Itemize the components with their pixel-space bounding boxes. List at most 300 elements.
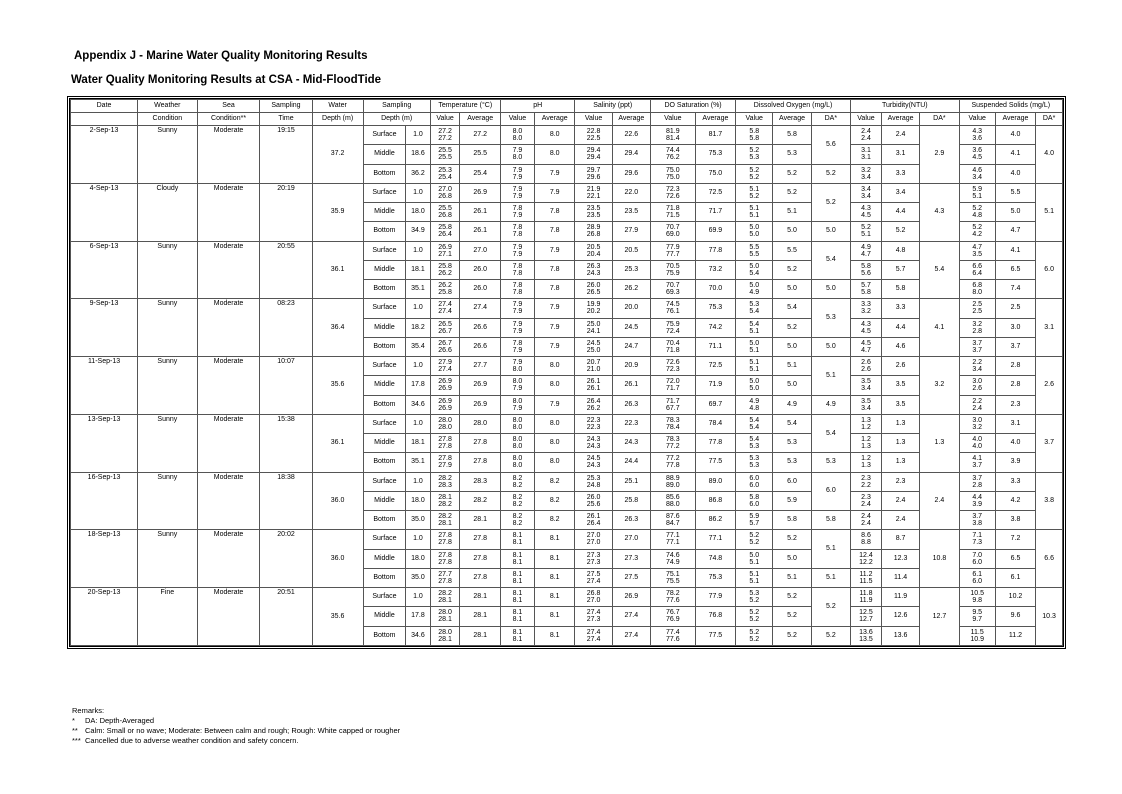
suspended-solids-values-reading: 6.4 (972, 269, 983, 277)
turbidity-average: 4.6 (881, 337, 919, 356)
turbidity-values-reading: 3.2 (861, 166, 871, 174)
salinity-values (575, 588, 612, 607)
suspended-solids-values-reading: 5.2 (972, 224, 983, 232)
ph-values-reading: 8.0 (512, 378, 523, 386)
temperature-average: 26.0 (460, 260, 500, 279)
dissolved-oxygen-average: 5.2 (773, 164, 811, 183)
sea-condition-cell: Moderate (197, 357, 260, 415)
ph-values-reading: 7.9 (512, 250, 523, 258)
turbidity-values (851, 222, 882, 241)
suspended-solids-values-reading: 4.5 (972, 154, 983, 162)
level-cell: Bottom (363, 568, 406, 587)
time-cell: 08:23 (260, 299, 312, 357)
turbidity-average: 12.3 (881, 549, 919, 568)
table-row (71, 357, 1063, 376)
do-saturation-values-reading: 77.2 (666, 455, 680, 463)
sampling-depth-cell: 34.6 (406, 626, 430, 646)
turbidity-average: 4.4 (881, 203, 919, 222)
dissolved-oxygen-values-reading: 5.0 (749, 385, 760, 393)
do-saturation-values (650, 260, 695, 279)
turbidity-da: 4.1 (920, 299, 959, 357)
do-saturation-values (650, 568, 695, 587)
ph-values-reading: 7.9 (512, 385, 523, 393)
suspended-solids-average: 4.0 (995, 164, 1035, 183)
temperature-average: 28.1 (460, 588, 500, 607)
ph-values-reading: 7.8 (512, 282, 523, 290)
dissolved-oxygen-average: 5.2 (773, 183, 811, 202)
time-cell: 19:15 (260, 126, 312, 184)
suspended-solids-values-reading: 2.5 (972, 301, 983, 309)
temperature-values (430, 607, 460, 626)
sampling-depth-cell: 1.0 (406, 530, 430, 549)
turbidity-values (851, 626, 882, 646)
time-cell: 20:51 (260, 588, 312, 646)
temperature-values (430, 222, 460, 241)
turbidity-average: 4.8 (881, 241, 919, 260)
turbidity-values-reading: 2.4 (861, 135, 871, 143)
sampling-depth-cell: 35.4 (406, 337, 430, 356)
salinity-average: 26.3 (612, 511, 650, 530)
dissolved-oxygen-values-reading: 5.2 (749, 532, 760, 540)
ph-values-reading: 8.2 (512, 474, 523, 482)
turbidity-average: 3.3 (881, 164, 919, 183)
do-saturation-average: 89.0 (695, 472, 735, 491)
suspended-solids-da: 6.0 (1036, 241, 1063, 299)
salinity-values (575, 491, 612, 510)
suspended-solids-average: 4.1 (995, 241, 1035, 260)
level-cell: Bottom (363, 222, 406, 241)
suspended-solids-average: 6.5 (995, 549, 1035, 568)
temperature-values-reading: 27.8 (438, 443, 452, 451)
col-date: Date (71, 100, 138, 113)
turbidity-values-reading: 3.4 (861, 185, 871, 193)
time-cell: 20:55 (260, 241, 312, 299)
time-cell: 15:38 (260, 414, 312, 472)
col-date-blank (71, 113, 138, 126)
turbidity-values (851, 318, 882, 337)
salinity-average: 29.4 (612, 145, 650, 164)
salinity-values (575, 183, 612, 202)
turbidity-da: 10.8 (920, 530, 959, 588)
salinity-values-reading: 24.5 (586, 339, 601, 347)
dissolved-oxygen-average: 5.2 (773, 530, 811, 549)
level-cell: Surface (363, 588, 406, 607)
dissolved-oxygen-values (736, 337, 773, 356)
do-saturation-average: 73.2 (695, 260, 735, 279)
suspended-solids-values-reading: 3.7 (972, 346, 983, 354)
ph-values-reading: 8.0 (512, 455, 523, 463)
suspended-solids-average: 3.3 (995, 472, 1035, 491)
ph-average: 7.8 (534, 203, 574, 222)
col-value: Value (500, 113, 534, 126)
do-saturation-values (650, 626, 695, 646)
table-row (71, 241, 1063, 260)
salinity-average: 24.5 (612, 318, 650, 337)
dissolved-oxygen-values-reading: 5.0 (749, 282, 760, 290)
temperature-values-reading: 26.2 (438, 282, 452, 290)
do-saturation-values (650, 241, 695, 260)
ph-values-reading: 7.9 (512, 192, 523, 200)
do-saturation-values-reading: 75.5 (666, 577, 680, 585)
do-saturation-values-reading: 69.3 (666, 289, 680, 297)
dissolved-oxygen-values-reading: 5.3 (749, 590, 760, 598)
ph-values (500, 491, 534, 510)
turbidity-values-reading: 1.3 (861, 462, 871, 470)
salinity-values (575, 626, 612, 646)
salinity-average: 22.3 (612, 414, 650, 433)
weather-cell: Sunny (138, 472, 198, 530)
turbidity-values (851, 491, 882, 510)
do-saturation-values (650, 376, 695, 395)
temperature-average: 27.2 (460, 126, 500, 145)
suspended-solids-values (959, 491, 995, 510)
temperature-average: 28.1 (460, 511, 500, 530)
do-saturation-values (650, 607, 695, 626)
salinity-values (575, 530, 612, 549)
ph-values-reading: 8.0 (512, 423, 523, 431)
do-saturation-values (650, 472, 695, 491)
turbidity-values (851, 357, 882, 376)
ph-average: 7.9 (534, 395, 574, 414)
time-cell: 20:19 (260, 183, 312, 241)
suspended-solids-values-reading: 3.2 (972, 320, 983, 328)
do-saturation-average: 69.9 (695, 222, 735, 241)
turbidity-average: 8.7 (881, 530, 919, 549)
sampling-depth-cell: 36.2 (406, 164, 430, 183)
salinity-average: 26.2 (612, 280, 650, 299)
turbidity-values (851, 280, 882, 299)
temperature-average: 26.6 (460, 318, 500, 337)
level-cell: Surface (363, 299, 406, 318)
do-saturation-values-reading: 77.6 (666, 635, 680, 643)
ph-values-reading: 7.9 (512, 308, 523, 316)
suspended-solids-values-reading: 2.6 (972, 385, 983, 393)
ph-average: 8.1 (534, 626, 574, 646)
suspended-solids-da: 3.7 (1036, 414, 1063, 472)
temperature-average: 26.9 (460, 183, 500, 202)
temperature-values-reading: 28.2 (438, 590, 452, 598)
temperature-values (430, 203, 460, 222)
do-saturation-values-reading: 74.5 (666, 301, 680, 309)
time-cell: 10:07 (260, 357, 312, 415)
temperature-values-reading: 25.8 (438, 289, 452, 297)
ph-values-reading: 8.1 (512, 551, 523, 559)
do-saturation-values-reading: 77.8 (666, 462, 680, 470)
weather-cell: Sunny (138, 126, 198, 184)
dissolved-oxygen-bottom-da: 5.2 (811, 626, 850, 646)
ph-average: 8.0 (534, 434, 574, 453)
ph-values-reading: 7.9 (512, 327, 523, 335)
turbidity-values-reading: 5.7 (861, 282, 871, 290)
ph-values-reading: 7.8 (512, 224, 523, 232)
temperature-average: 27.8 (460, 568, 500, 587)
turbidity-da: 3.2 (920, 357, 959, 415)
suspended-solids-average: 2.8 (995, 376, 1035, 395)
ph-values (500, 395, 534, 414)
turbidity-values (851, 549, 882, 568)
temperature-values (430, 434, 460, 453)
salinity-values-reading: 26.2 (586, 404, 601, 412)
col-value: Value (575, 113, 612, 126)
temperature-values-reading: 27.2 (438, 128, 452, 136)
salinity-average: 26.3 (612, 395, 650, 414)
salinity-values (575, 414, 612, 433)
suspended-solids-values-reading: 2.4 (972, 404, 983, 412)
suspended-solids-values-reading: 3.4 (972, 366, 983, 374)
ph-average: 8.2 (534, 472, 574, 491)
turbidity-values-reading: 5.8 (861, 262, 871, 270)
dissolved-oxygen-bottom-da: 5.2 (811, 164, 850, 183)
sampling-depth-cell: 18.1 (406, 434, 430, 453)
dissolved-oxygen-values (736, 472, 773, 491)
dissolved-oxygen-average: 5.4 (773, 299, 811, 318)
temperature-values (430, 588, 460, 607)
dissolved-oxygen-da: 5.4 (811, 414, 850, 453)
do-saturation-values-reading: 75.0 (666, 173, 680, 181)
salinity-average: 23.5 (612, 203, 650, 222)
temperature-average: 25.4 (460, 164, 500, 183)
dissolved-oxygen-average: 5.0 (773, 280, 811, 299)
salinity-values (575, 318, 612, 337)
table-row (71, 183, 1063, 202)
ph-values-reading: 8.1 (512, 558, 523, 566)
suspended-solids-values (959, 511, 995, 530)
temperature-values (430, 318, 460, 337)
turbidity-values (851, 395, 882, 414)
ph-average: 7.9 (534, 183, 574, 202)
col-dissolved-oxygen: Dissolved Oxygen (mg/L) (736, 100, 851, 113)
do-saturation-average: 77.5 (695, 626, 735, 646)
temperature-values-reading: 27.2 (438, 135, 452, 143)
do-saturation-average: 75.3 (695, 299, 735, 318)
ph-average: 8.0 (534, 126, 574, 145)
dissolved-oxygen-average: 5.1 (773, 357, 811, 376)
remark-item (72, 736, 400, 746)
do-saturation-values-reading: 88.9 (666, 474, 680, 482)
do-saturation-average: 78.4 (695, 414, 735, 433)
salinity-values-reading: 27.0 (586, 539, 601, 547)
dissolved-oxygen-values (736, 414, 773, 433)
suspended-solids-values (959, 318, 995, 337)
temperature-values-reading: 27.7 (438, 570, 452, 578)
do-saturation-average: 86.8 (695, 491, 735, 510)
dissolved-oxygen-values (736, 511, 773, 530)
salinity-values-reading: 24.3 (586, 462, 601, 470)
remark-text: Cancelled due to adverse weather condition and safety concern. (85, 736, 299, 745)
do-saturation-average: 74.8 (695, 549, 735, 568)
ph-values-reading: 8.0 (512, 397, 523, 405)
temperature-values-reading: 27.0 (438, 185, 452, 193)
turbidity-values-reading: 1.2 (861, 436, 871, 444)
level-cell: Bottom (363, 453, 406, 472)
suspended-solids-da: 5.1 (1036, 183, 1063, 241)
temperature-average: 25.5 (460, 145, 500, 164)
suspended-solids-values (959, 241, 995, 260)
dissolved-oxygen-bottom-da: 5.0 (811, 222, 850, 241)
dissolved-oxygen-values-reading: 5.8 (749, 128, 760, 136)
ph-values-reading: 8.0 (512, 436, 523, 444)
do-saturation-values-reading: 85.6 (666, 493, 680, 501)
date-cell: 20-Sep-13 (71, 588, 138, 646)
water-depth-cell: 36.0 (312, 530, 363, 588)
remark-mark: * (72, 716, 75, 725)
temperature-values (430, 530, 460, 549)
suspended-solids-values (959, 395, 995, 414)
level-cell: Middle (363, 607, 406, 626)
salinity-values-reading: 26.3 (586, 262, 601, 270)
turbidity-values (851, 299, 882, 318)
salinity-values (575, 395, 612, 414)
suspended-solids-values-reading: 4.0 (972, 436, 983, 444)
dissolved-oxygen-values (736, 241, 773, 260)
salinity-values-reading: 27.5 (586, 570, 601, 578)
dissolved-oxygen-da: 5.6 (811, 126, 850, 165)
turbidity-average: 3.5 (881, 395, 919, 414)
turbidity-average: 13.6 (881, 626, 919, 646)
do-saturation-average: 71.1 (695, 337, 735, 356)
salinity-average: 27.0 (612, 530, 650, 549)
salinity-values-reading: 27.0 (586, 597, 601, 605)
do-saturation-values-reading: 69.0 (666, 231, 680, 239)
ph-values-reading: 8.2 (512, 493, 523, 501)
col-value: Value (650, 113, 695, 126)
turbidity-values-reading: 3.4 (861, 173, 871, 181)
salinity-values-reading: 27.3 (586, 558, 601, 566)
dissolved-oxygen-values (736, 607, 773, 626)
col-suspended-solids: Suspended Solids (mg/L) (959, 100, 1062, 113)
suspended-solids-values-reading: 5.9 (972, 185, 983, 193)
ph-average: 7.9 (534, 241, 574, 260)
do-saturation-average: 76.8 (695, 607, 735, 626)
table-row (71, 299, 1063, 318)
salinity-values-reading: 22.1 (586, 192, 601, 200)
temperature-values (430, 280, 460, 299)
time-cell: 20:02 (260, 530, 312, 588)
turbidity-values-reading: 11.8 (859, 590, 873, 598)
dissolved-oxygen-bottom-da: 5.0 (811, 280, 850, 299)
dissolved-oxygen-values-reading: 5.1 (749, 570, 760, 578)
dissolved-oxygen-values-reading: 4.9 (749, 397, 760, 405)
temperature-values-reading: 28.0 (438, 609, 452, 617)
col-da: DA* (920, 113, 959, 126)
suspended-solids-values (959, 260, 995, 279)
salinity-values-reading: 24.8 (586, 481, 601, 489)
salinity-values-reading: 26.4 (586, 520, 601, 528)
sampling-depth-cell: 35.0 (406, 568, 430, 587)
ph-values (500, 241, 534, 260)
temperature-values-reading: 25.5 (438, 154, 452, 162)
salinity-values (575, 145, 612, 164)
ph-values-reading: 7.9 (512, 301, 523, 309)
do-saturation-values-reading: 72.3 (666, 185, 680, 193)
col-weather-condition: Condition (138, 113, 198, 126)
dissolved-oxygen-values-reading: 5.5 (749, 243, 760, 251)
suspended-solids-average: 4.7 (995, 222, 1035, 241)
temperature-average: 28.3 (460, 472, 500, 491)
dissolved-oxygen-values (736, 626, 773, 646)
salinity-values-reading: 24.1 (586, 327, 601, 335)
do-saturation-values-reading: 77.2 (666, 443, 680, 451)
turbidity-values-reading: 2.4 (861, 128, 871, 136)
turbidity-values (851, 434, 882, 453)
salinity-values (575, 549, 612, 568)
dissolved-oxygen-values-reading: 5.1 (749, 346, 760, 354)
temperature-values (430, 164, 460, 183)
suspended-solids-values-reading: 2.2 (972, 397, 983, 405)
turbidity-values-reading: 4.3 (861, 205, 871, 213)
header-row-2 (71, 113, 1063, 126)
do-saturation-values-reading: 89.0 (666, 481, 680, 489)
ph-values (500, 145, 534, 164)
dissolved-oxygen-values (736, 568, 773, 587)
temperature-values-reading: 27.9 (438, 359, 452, 367)
weather-cell: Sunny (138, 241, 198, 299)
suspended-solids-average: 2.3 (995, 395, 1035, 414)
temperature-values (430, 472, 460, 491)
dissolved-oxygen-values-reading: 5.3 (749, 455, 760, 463)
do-saturation-values-reading: 72.6 (666, 192, 680, 200)
salinity-average: 25.8 (612, 491, 650, 510)
do-saturation-values-reading: 77.1 (666, 539, 680, 547)
dissolved-oxygen-average: 5.2 (773, 626, 811, 646)
sampling-depth-cell: 18.0 (406, 549, 430, 568)
sampling-depth-cell: 1.0 (406, 183, 430, 202)
water-depth-cell: 35.6 (312, 588, 363, 646)
dissolved-oxygen-values-reading: 4.9 (749, 289, 760, 297)
suspended-solids-average: 4.0 (995, 126, 1035, 145)
dissolved-oxygen-values-reading: 5.0 (749, 339, 760, 347)
ph-values-reading: 8.1 (512, 532, 523, 540)
sea-condition-cell: Moderate (197, 472, 260, 530)
temperature-average: 26.1 (460, 222, 500, 241)
ph-average: 8.0 (534, 145, 574, 164)
turbidity-values-reading: 5.6 (861, 269, 871, 277)
ph-average: 7.9 (534, 318, 574, 337)
ph-values-reading: 8.0 (512, 128, 523, 136)
temperature-values-reading: 26.9 (438, 385, 452, 393)
temperature-values (430, 453, 460, 472)
salinity-average: 25.1 (612, 472, 650, 491)
temperature-values (430, 145, 460, 164)
dissolved-oxygen-values-reading: 5.1 (749, 212, 760, 220)
salinity-values-reading: 27.4 (586, 628, 601, 636)
salinity-values-reading: 26.0 (586, 282, 601, 290)
turbidity-values-reading: 12.5 (859, 609, 873, 617)
salinity-values-reading: 22.8 (586, 128, 601, 136)
level-cell: Bottom (363, 280, 406, 299)
do-saturation-values (650, 337, 695, 356)
turbidity-values (851, 241, 882, 260)
dissolved-oxygen-values (736, 395, 773, 414)
level-cell: Middle (363, 376, 406, 395)
dissolved-oxygen-average: 5.0 (773, 549, 811, 568)
do-saturation-values-reading: 70.7 (666, 282, 680, 290)
do-saturation-values (650, 145, 695, 164)
suspended-solids-values (959, 357, 995, 376)
suspended-solids-values (959, 588, 995, 607)
salinity-values-reading: 25.3 (586, 474, 601, 482)
suspended-solids-values-reading: 2.8 (972, 481, 983, 489)
suspended-solids-values (959, 414, 995, 433)
col-da: DA* (1036, 113, 1063, 126)
suspended-solids-da: 3.1 (1036, 299, 1063, 357)
temperature-average: 26.1 (460, 203, 500, 222)
temperature-values-reading: 28.2 (438, 513, 452, 521)
do-saturation-values-reading: 78.3 (666, 436, 680, 444)
dissolved-oxygen-values-reading: 5.2 (749, 147, 760, 155)
temperature-average: 27.8 (460, 549, 500, 568)
suspended-solids-da: 3.8 (1036, 472, 1063, 530)
